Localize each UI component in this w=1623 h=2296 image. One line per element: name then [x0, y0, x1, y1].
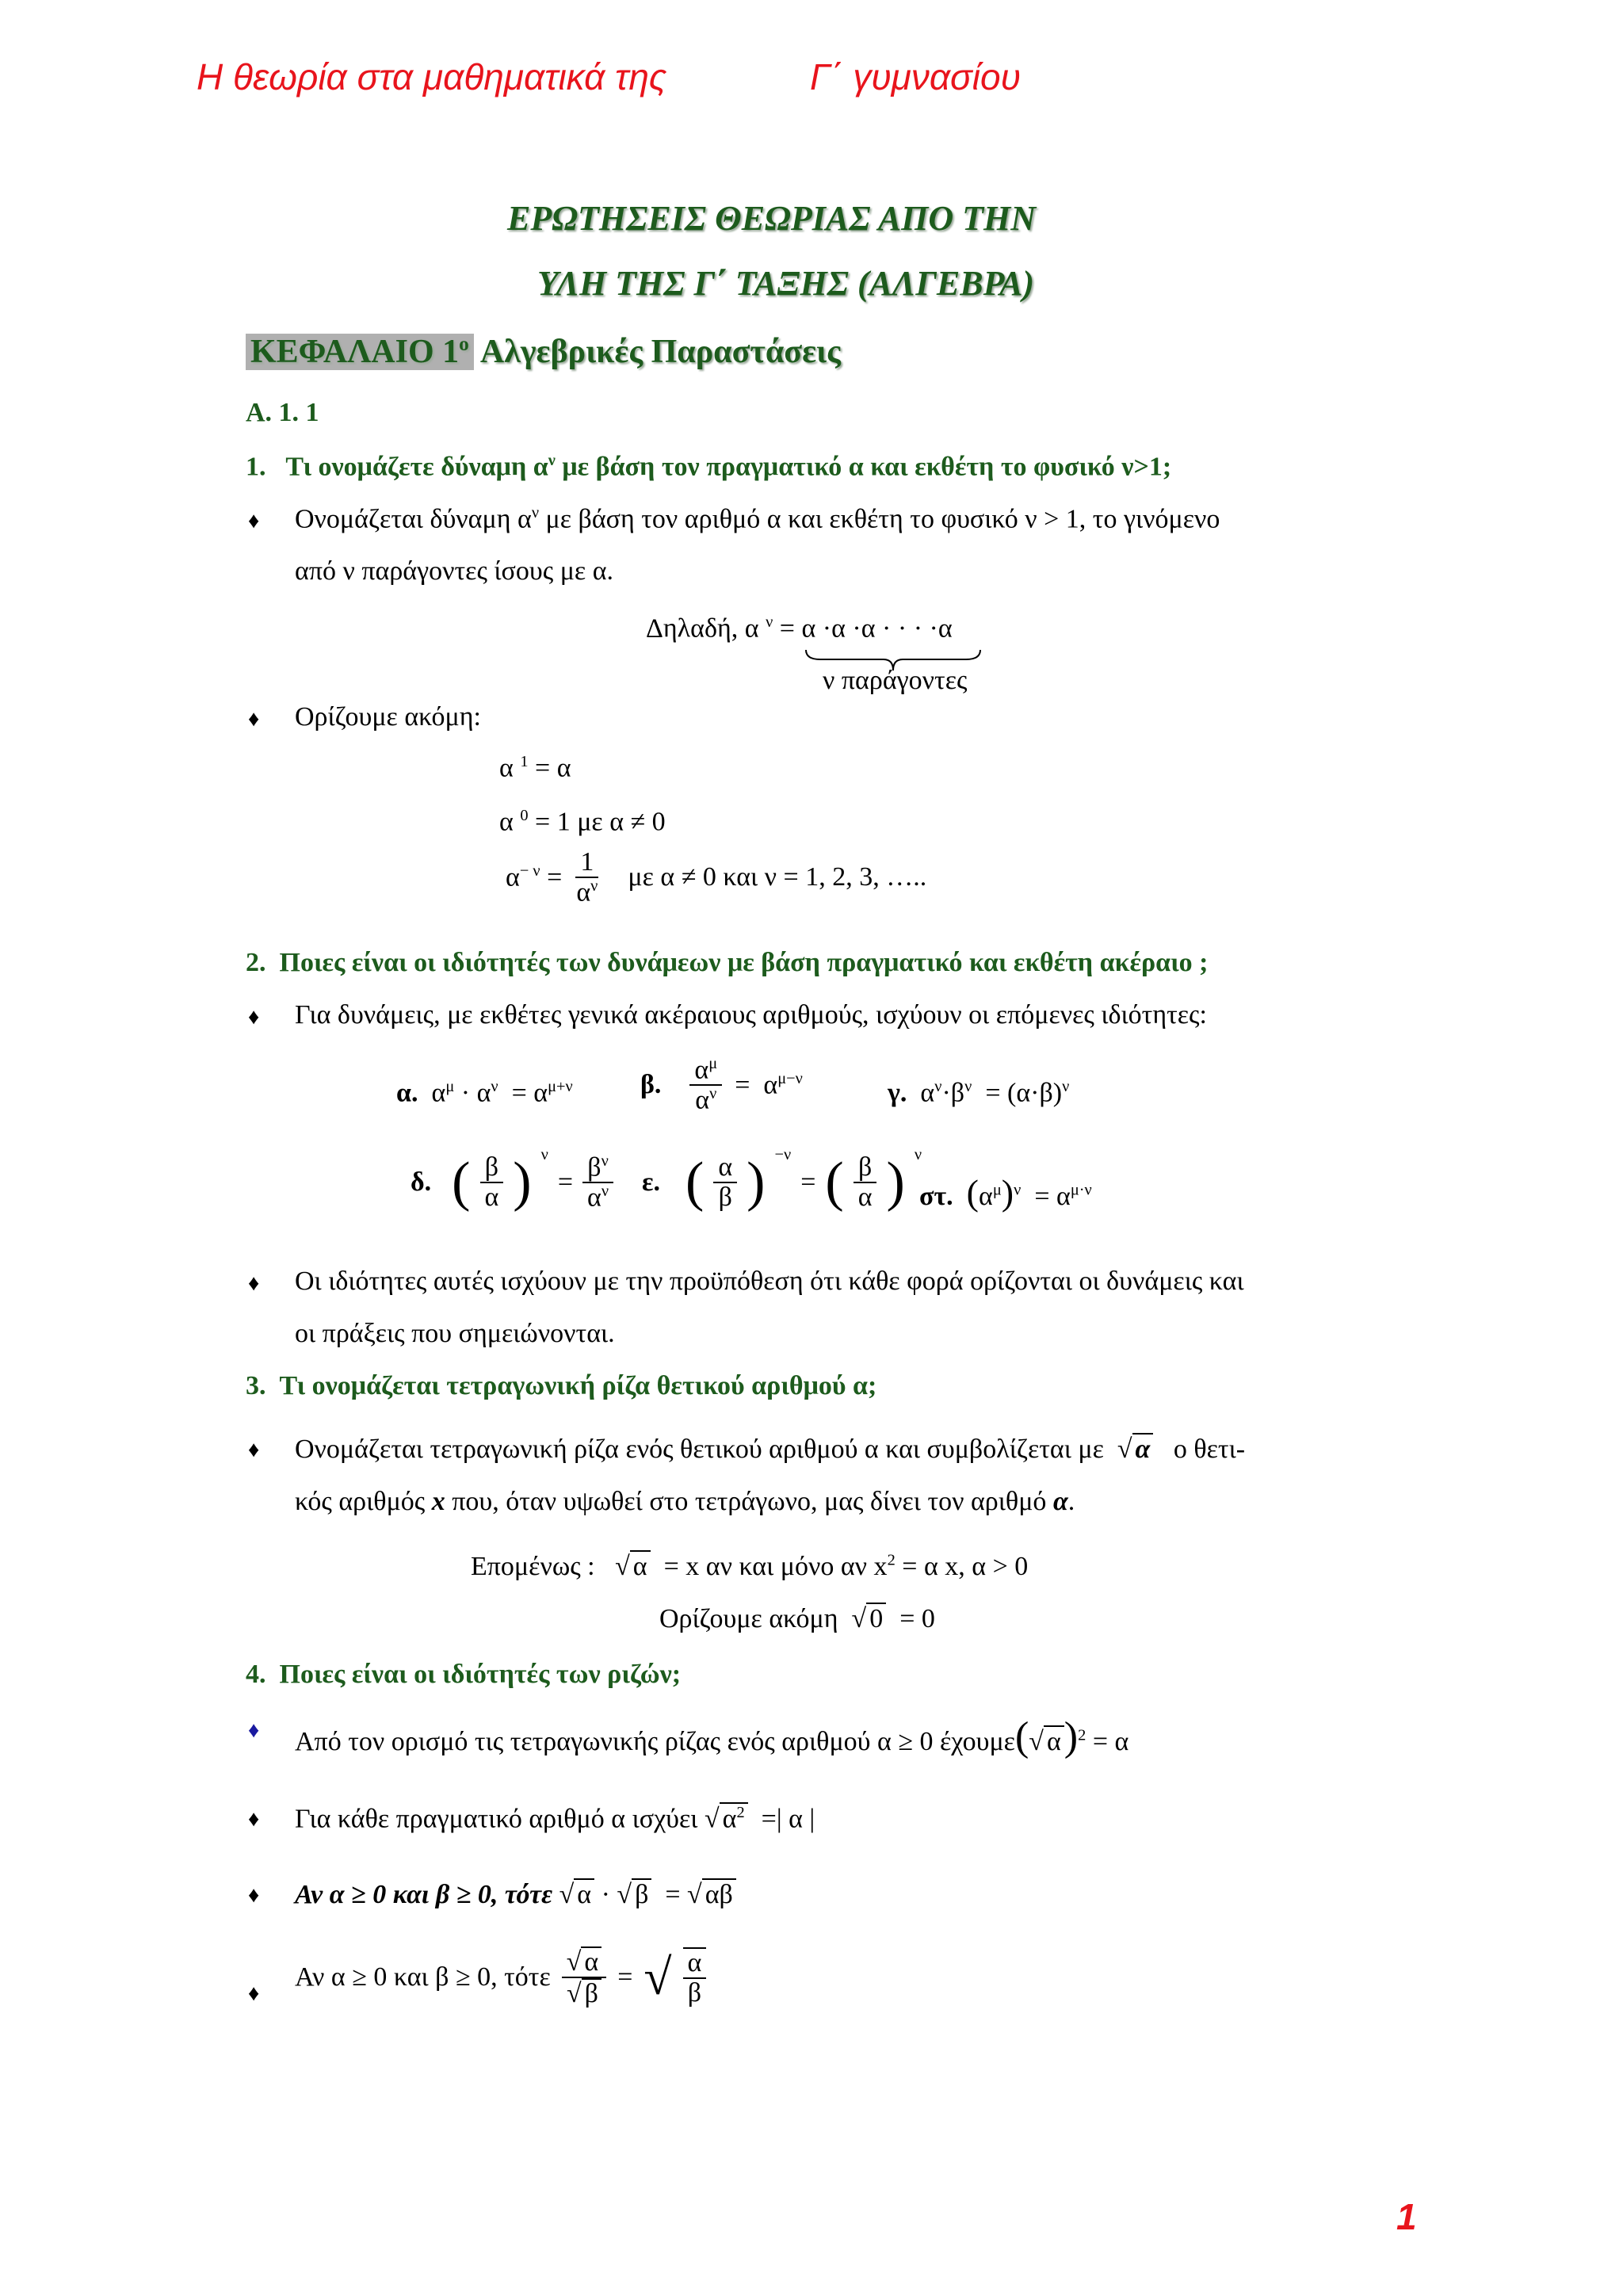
- page-number: 1: [1396, 2196, 1417, 2237]
- question-3: [246, 1371, 876, 1401]
- q1-answer-line-2: από ν παράγοντες ίσους με α.: [295, 556, 614, 586]
- q1-answer-line-1: Ονομάζεται δύναμη $\alpha^\nu$ με βάση τον αριθμό α και εκθέτη το φυσικό ν > 1, το γινόμενο: [295, 504, 1220, 534]
- property-a: α. $\alpha^\mu \cdot \alpha^\nu = \alpha^{\mu+\nu}$: [396, 1078, 573, 1108]
- fraction-den: $\alpha^\nu$: [576, 877, 598, 907]
- q1-def-sup: ν: [766, 613, 773, 631]
- formula-neg-rhs: με α ≠ 0 και ν = 1, 2, 3, …..: [628, 861, 927, 892]
- chapter-name: Αλγεβρικές Παραστάσεις: [479, 334, 841, 370]
- q3-answer-line-1: [295, 1433, 1245, 1465]
- property-e: ε. ( $\frac{\alpha}{\beta}$ ) $^{-\nu}$ = ( $\frac{\beta}{\alpha}$ ) $^\nu$: [642, 1146, 922, 1213]
- brace-label: ν παράγοντες: [823, 666, 968, 695]
- q3-thus: Επομένως : √ α = x αν και μόνο αν $x^2 = \alpha$ x, α > 0: [471, 1551, 1029, 1581]
- q1-text-a: Τι ονομάζετε δύναμη α: [285, 452, 548, 482]
- chapter-label-box: [246, 334, 474, 370]
- q4-prop-2: Για κάθε πραγματικό αριθμό α ισχύει √ $\alpha^2$ =| α |: [295, 1804, 815, 1834]
- bullet-diamond-icon: ♦: [248, 1807, 260, 1832]
- fraction: $\frac{\alpha}{\beta}$: [683, 1947, 707, 2007]
- q4-prop-4-text: Αν α ≥ 0 και β ≥ 0, τότε: [295, 1962, 551, 1992]
- q3-zero-eq: = 0: [899, 1604, 935, 1633]
- property-c: γ. $\alpha^\nu\cdot\beta^\nu = (\alpha\cdot\beta)^\nu$: [888, 1078, 1070, 1108]
- bullet-diamond-icon: ♦: [248, 1981, 260, 2006]
- q2-answer: Για δυνάμεις, με εκθέτες γενικά ακέραιους αριθμούς, ισχύουν οι επόμενες ιδιότητες:: [295, 1000, 1207, 1030]
- q4-text: Ποιες είναι οι ιδιότητές των ριζών;: [279, 1660, 682, 1689]
- q3-answer-end: ο θετι-: [1173, 1435, 1246, 1464]
- q3-text: Τι ονομάζεται τετραγωνική ρίζα θετικού αριθμού α;: [279, 1371, 877, 1400]
- header-left: Η θεωρία στα μαθηματικά της: [197, 56, 667, 97]
- q3-thus-rest: = x αν και μόνο αν $x^2 = \alpha$ x, α > 0: [663, 1551, 1029, 1581]
- property-st: στ. $(\alpha^\mu)^\nu = \alpha^{\mu\cdot\nu}$: [919, 1172, 1092, 1213]
- q3-zero-value: 0: [866, 1603, 886, 1634]
- q1-text-b: με βάση τον πραγματικό α και εκθέτη το φυσικό ν>1;: [555, 452, 1172, 482]
- chapter-sup: ο: [459, 334, 469, 355]
- fraction: $\frac{\alpha^\mu}{\alpha^\nu}$: [689, 1056, 722, 1114]
- q1-definition: [646, 613, 953, 644]
- title-line-1: ΕΡΩΤΗΣΕΙΣ ΘΕΩΡΙΑΣ ΑΠΟ ΤΗΝ: [507, 199, 1037, 238]
- q3-thus-label: Επομένως :: [471, 1552, 595, 1581]
- chapter-heading: [246, 333, 841, 371]
- bullet-diamond-icon: ♦: [248, 1005, 260, 1030]
- q2-text: Ποιες είναι οι ιδιότητές των δυνάμεων με βάση πραγματικό και εκθέτη ακέραιο ;: [279, 948, 1209, 977]
- label-c: γ.: [888, 1078, 907, 1108]
- fraction: [571, 848, 602, 907]
- bullet-diamond-icon: ♦: [248, 707, 260, 732]
- label-d: δ.: [411, 1167, 432, 1197]
- label-st: στ.: [919, 1182, 953, 1211]
- q4-prop-2-text: Για κάθε πραγματικό αριθμό α ισχύει: [295, 1804, 698, 1834]
- q3-zero-label: Ορίζουμε ακόμη: [659, 1604, 838, 1633]
- fraction-num: 1: [575, 848, 598, 878]
- property-d: δ. ( $\frac{\beta}{\alpha}$ ) $^\nu$ = $\frac{\beta^\nu}{\alpha^\nu}$: [411, 1151, 613, 1214]
- question-2: [246, 948, 1209, 978]
- q2-note-line-1: Οι ιδιότητες αυτές ισχύουν με την προϋπόθεση ότι κάθε φορά ορίζονται οι δυνάμεις και: [295, 1266, 1244, 1296]
- question-1: [246, 452, 1171, 482]
- q4-number: 4.: [246, 1660, 266, 1689]
- formula-a0: α $^0$ = 1 με α ≠ 0: [499, 807, 666, 837]
- q3-answer-text: Ονομάζεται τετραγωνική ρίζα ενός θετικού αριθμού α και συμβολίζεται με: [295, 1435, 1104, 1464]
- bullet-diamond-icon: ♦: [248, 1883, 260, 1908]
- title-line-2: ΥΛΗ ΤΗΣ Γ΄ ΤΑΞΗΣ (ΑΛΓΕΒΡΑ): [537, 264, 1035, 303]
- fraction: $\frac{\beta}{\alpha}$: [854, 1153, 877, 1211]
- chapter-label: ΚΕΦΑΛΑΙΟ 1: [250, 334, 460, 370]
- section-label: Α. 1. 1: [246, 398, 319, 427]
- property-b: β. $\frac{\alpha^\mu}{\alpha^\nu}$ = $\alpha^{\mu-\nu}$: [640, 1055, 803, 1115]
- q4-prop-3-text: Αν α ≥ 0 και β ≥ 0, τότε: [295, 1880, 553, 1909]
- sqrt-icon: √: [851, 1604, 867, 1633]
- fraction: $\frac{\alpha}{\beta}$: [713, 1153, 737, 1211]
- q3-number: 3.: [246, 1371, 266, 1400]
- label-e: ε.: [642, 1167, 661, 1197]
- q2-number: 2.: [246, 948, 266, 977]
- label-b: β.: [640, 1070, 662, 1100]
- sqrt-icon: √: [615, 1552, 630, 1581]
- q2-note-line-2: οι πράξεις που σημειώνονται.: [295, 1319, 615, 1348]
- label-a: α.: [396, 1078, 418, 1108]
- formula-neg-exp: [506, 848, 926, 907]
- bullet-diamond-icon: ♦: [248, 1271, 260, 1296]
- q3-zero: [659, 1603, 935, 1634]
- q4-prop-4: Αν α ≥ 0 και β ≥ 0, τότε $\frac{√ \alpha}{√ \beta}$ = √ $\frac{\alpha}{\beta}$: [295, 1946, 706, 2008]
- bullet-diamond-icon: ♦: [248, 509, 260, 533]
- formula-neg-lhs: $\alpha^{- \nu}$ =: [506, 861, 563, 892]
- q3-answer-line-2: κός αριθμός x που, όταν υψωθεί στο τετράγωνο, μας δίνει τον αριθμό α.: [295, 1487, 1075, 1516]
- fraction: $\frac{\beta}{\alpha}$: [479, 1153, 503, 1211]
- q1-define-more: Ορίζουμε ακόμη:: [295, 702, 481, 732]
- fraction: $\frac{√ \alpha}{√ \beta}$: [562, 1946, 607, 2008]
- sqrt-icon: √: [1117, 1435, 1132, 1464]
- fraction: $\frac{\beta^\nu}{\alpha^\nu}$: [582, 1153, 613, 1212]
- q1-def-a: Δηλαδή, α: [646, 613, 766, 644]
- question-4: [246, 1660, 681, 1690]
- q3-sqrt-symbol: α: [1132, 1433, 1154, 1465]
- q1-number: 1.: [246, 452, 266, 482]
- q4-prop-1: Από τον ορισμό τις τετραγωνικής ρίζας ενός αριθμού α ≥ 0 έχουμε(√ α)$^2$ = α: [295, 1714, 1129, 1759]
- q4-prop-1-text: Από τον ορισμό τις τετραγωνικής ρίζας ενός αριθμού α ≥ 0 έχουμε: [295, 1727, 1015, 1756]
- q4-prop-3: Αν α ≥ 0 και β ≥ 0, τότε √ α · √ β = √ αβ: [295, 1878, 736, 1910]
- bullet-diamond-icon: ♦: [248, 1438, 260, 1462]
- header-right: Γ΄ γυμνασίου: [810, 56, 1021, 97]
- formula-a1: α $^1$ = α: [499, 753, 571, 783]
- bullet-diamond-icon: ♦: [248, 1718, 260, 1743]
- q1-def-b: = α ·α ·α · · · ·α: [773, 613, 953, 644]
- q1-sup: ν: [548, 452, 556, 469]
